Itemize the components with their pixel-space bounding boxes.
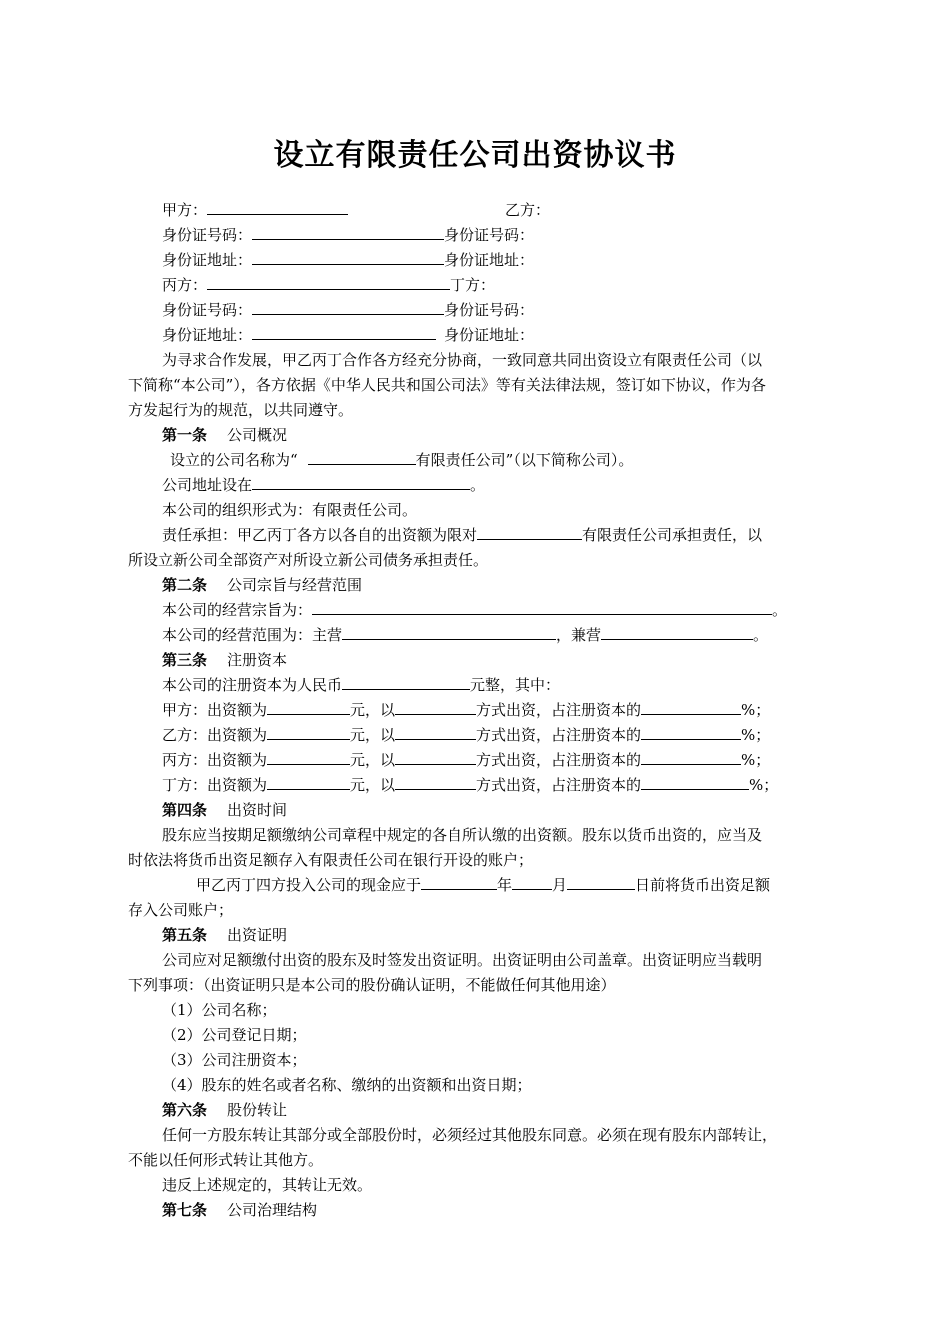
article-number: 第三条	[162, 651, 208, 669]
main-business-blank[interactable]	[342, 625, 556, 640]
id-addr-label: 身份证地址：	[444, 251, 535, 269]
contribution-row	[162, 775, 778, 795]
liability-line-1	[162, 525, 762, 545]
amount-blank[interactable]	[267, 775, 350, 790]
article-number: 第一条	[162, 426, 208, 444]
article-name: 公司治理结构	[227, 1201, 318, 1219]
contribution-row	[162, 750, 770, 770]
month-blank[interactable]	[512, 875, 552, 890]
method-label: 方式出资，占注册资本的	[476, 751, 642, 769]
method-label: 方式出资，占注册资本的	[476, 726, 642, 744]
company-address-blank[interactable]	[252, 475, 470, 490]
contribution-party-label: 乙方：出资额为	[162, 726, 268, 744]
art4-line-1: 股东应当按期足额缴纳公司章程中规定的各自所认缴的出资额。股东以货币出资的，应当及	[162, 826, 763, 844]
registered-capital-blank[interactable]	[342, 675, 470, 690]
party-bing-label: 丙方：	[162, 276, 208, 294]
side-business-blank[interactable]	[601, 625, 753, 640]
id-no-label: 身份证号码：	[444, 226, 535, 244]
contribution-party-label: 丁方：出资额为	[162, 776, 268, 794]
business-purpose-suffix: 。	[772, 601, 788, 619]
method-blank[interactable]	[395, 725, 476, 740]
article-name: 股份转让	[227, 1101, 288, 1119]
percent-label: %；	[741, 701, 771, 719]
percent-blank[interactable]	[641, 725, 741, 740]
percent-label: %；	[749, 776, 779, 794]
article-number: 第四条	[162, 801, 208, 819]
id-addr-blank[interactable]	[252, 250, 444, 265]
party-ding-label: 丁方：	[450, 276, 496, 294]
list-item: （1）公司名称；	[162, 1001, 277, 1019]
article-name: 公司宗旨与经营范围	[227, 576, 363, 594]
yuan-label: 元，以	[350, 701, 396, 719]
intro-line-2: 下简称“本公司”），各方依据《中华人民共和国公司法》等有关法律法规，签订如下协议，作为各	[128, 376, 766, 394]
article-number: 第二条	[162, 576, 208, 594]
article-name: 出资时间	[227, 801, 288, 819]
deadline-label: 甲乙丙丁四方投入公司的现金应于	[196, 876, 422, 894]
party-bing-id-no-line	[162, 300, 534, 320]
id-addr-label: 身份证地址：	[162, 251, 253, 269]
method-blank[interactable]	[395, 775, 476, 790]
party-yi-line	[505, 200, 550, 220]
business-purpose-blank[interactable]	[312, 600, 772, 615]
liability-suffix: 有限责任公司承担责任，以	[582, 526, 763, 544]
company-name-line	[170, 450, 633, 470]
company-address-line	[162, 475, 485, 495]
business-purpose-line	[162, 600, 787, 620]
amount-blank[interactable]	[267, 750, 350, 765]
method-label: 方式出资，占注册资本的	[476, 701, 642, 719]
id-addr-blank[interactable]	[252, 325, 436, 340]
percent-label: %；	[741, 751, 771, 769]
id-no-blank[interactable]	[252, 300, 444, 315]
art6-line-2: 不能以任何形式转让其他方。	[128, 1151, 324, 1169]
yuan-label: 元，以	[350, 751, 396, 769]
company-address-label: 公司地址设在	[162, 476, 253, 494]
id-no-label: 身份证号码：	[162, 301, 253, 319]
company-name-label: 设立的公司名称为“	[170, 451, 298, 469]
id-no-label: 身份证号码：	[444, 301, 535, 319]
id-no-label: 身份证号码：	[162, 226, 253, 244]
article-number: 第六条	[162, 1101, 208, 1119]
id-addr-label: 身份证地址：	[444, 326, 535, 344]
year-blank[interactable]	[421, 875, 497, 890]
month-label: 月	[552, 876, 568, 894]
list-item: （3）公司注册资本；	[162, 1051, 307, 1069]
art5-line-1: 公司应对足额缴付出资的股东及时签发出资证明。出资证明由公司盖章。出资证明应当载明	[162, 951, 763, 969]
article-number: 第七条	[162, 1201, 208, 1219]
percent-blank[interactable]	[641, 775, 749, 790]
business-purpose-label: 本公司的经营宗旨为：	[162, 601, 313, 619]
percent-blank[interactable]	[641, 700, 741, 715]
article-7-heading	[162, 1200, 317, 1220]
list-item: （2）公司登记日期；	[162, 1026, 307, 1044]
art4-line-4: 存入公司账户；	[128, 901, 234, 919]
method-blank[interactable]	[395, 700, 476, 715]
art6-line-1: 任何一方股东转让其部分或全部股份时，必须经过其他股东同意。必须在现有股东内部转让，	[162, 1126, 778, 1144]
amount-blank[interactable]	[267, 700, 350, 715]
party-jia-id-no-line	[162, 225, 534, 245]
art6-line-3: 违反上述规定的，其转让无效。	[162, 1176, 373, 1194]
percent-label: %；	[741, 726, 771, 744]
day-label: 日前将货币出资足额	[635, 876, 771, 894]
liability-line-2: 所设立新公司全部资产对所设立新公司债务承担责任。	[128, 551, 489, 569]
side-business-label: ，兼营	[556, 626, 602, 644]
party-jia-line	[162, 200, 348, 220]
business-scope-label: 本公司的经营范围为：主营	[162, 626, 343, 644]
party-jia-label: 甲方：	[162, 201, 208, 219]
org-form-line: 本公司的组织形式为：有限责任公司。	[162, 501, 418, 519]
id-addr-label: 身份证地址：	[162, 326, 253, 344]
contribution-row	[162, 725, 770, 745]
article-6-heading	[162, 1100, 287, 1120]
party-bing-id-addr-line	[162, 325, 534, 345]
method-blank[interactable]	[395, 750, 476, 765]
party-jia-id-addr-line	[162, 250, 534, 270]
percent-blank[interactable]	[641, 750, 741, 765]
registered-capital-line	[162, 675, 560, 695]
yuan-label: 元，以	[350, 776, 396, 794]
business-scope-suffix: 。	[753, 626, 769, 644]
contribution-party-label: 甲方：出资额为	[162, 701, 268, 719]
deadline-line	[196, 875, 770, 895]
article-4-heading	[162, 800, 287, 820]
year-label: 年	[497, 876, 513, 894]
article-name: 注册资本	[227, 651, 288, 669]
registered-capital-label: 本公司的注册资本为人民币	[162, 676, 343, 694]
intro-line-1: 为寻求合作发展，甲乙丙丁合作各方经充分协商，一致同意共同出资设立有限责任公司（以	[162, 351, 763, 369]
registered-capital-suffix: 元整，其中：	[470, 676, 561, 694]
amount-blank[interactable]	[267, 725, 350, 740]
article-3-heading	[162, 650, 287, 670]
company-name-suffix: 有限责任公司”（以下简称公司）。	[415, 451, 634, 469]
party-yi-label: 乙方：	[505, 201, 551, 219]
day-blank[interactable]	[567, 875, 635, 890]
party-bing-blank[interactable]	[207, 275, 450, 290]
list-item: （4）股东的姓名或者名称、缴纳的出资额和出资日期；	[162, 1076, 532, 1094]
company-name-blank[interactable]	[308, 450, 416, 465]
party-jia-blank[interactable]	[207, 200, 348, 215]
article-1-heading	[162, 425, 287, 445]
article-name: 出资证明	[227, 926, 288, 944]
business-scope-line	[162, 625, 768, 645]
article-5-heading	[162, 925, 287, 945]
intro-line-3: 方发起行为的规范，以共同遵守。	[128, 401, 354, 419]
id-no-blank[interactable]	[252, 225, 444, 240]
liability-company-blank[interactable]	[477, 525, 582, 540]
document-title: 设立有限责任公司出资协议书	[273, 138, 677, 173]
art4-line-2: 时依法将货币出资足额存入有限责任公司在银行开设的账户；	[128, 851, 534, 869]
contribution-party-label: 丙方：出资额为	[162, 751, 268, 769]
method-label: 方式出资，占注册资本的	[476, 776, 642, 794]
party-bing-line	[162, 275, 495, 295]
company-address-suffix: 。	[470, 476, 486, 494]
article-name: 公司概况	[227, 426, 288, 444]
liability-label: 责任承担：甲乙丙丁各方以各自的出资额为限对	[162, 526, 478, 544]
article-number: 第五条	[162, 926, 208, 944]
contribution-row	[162, 700, 770, 720]
art5-line-2: 下列事项：（出资证明只是本公司的股份确认证明，不能做任何其他用途）	[128, 976, 616, 994]
article-2-heading	[162, 575, 362, 595]
yuan-label: 元，以	[350, 726, 396, 744]
